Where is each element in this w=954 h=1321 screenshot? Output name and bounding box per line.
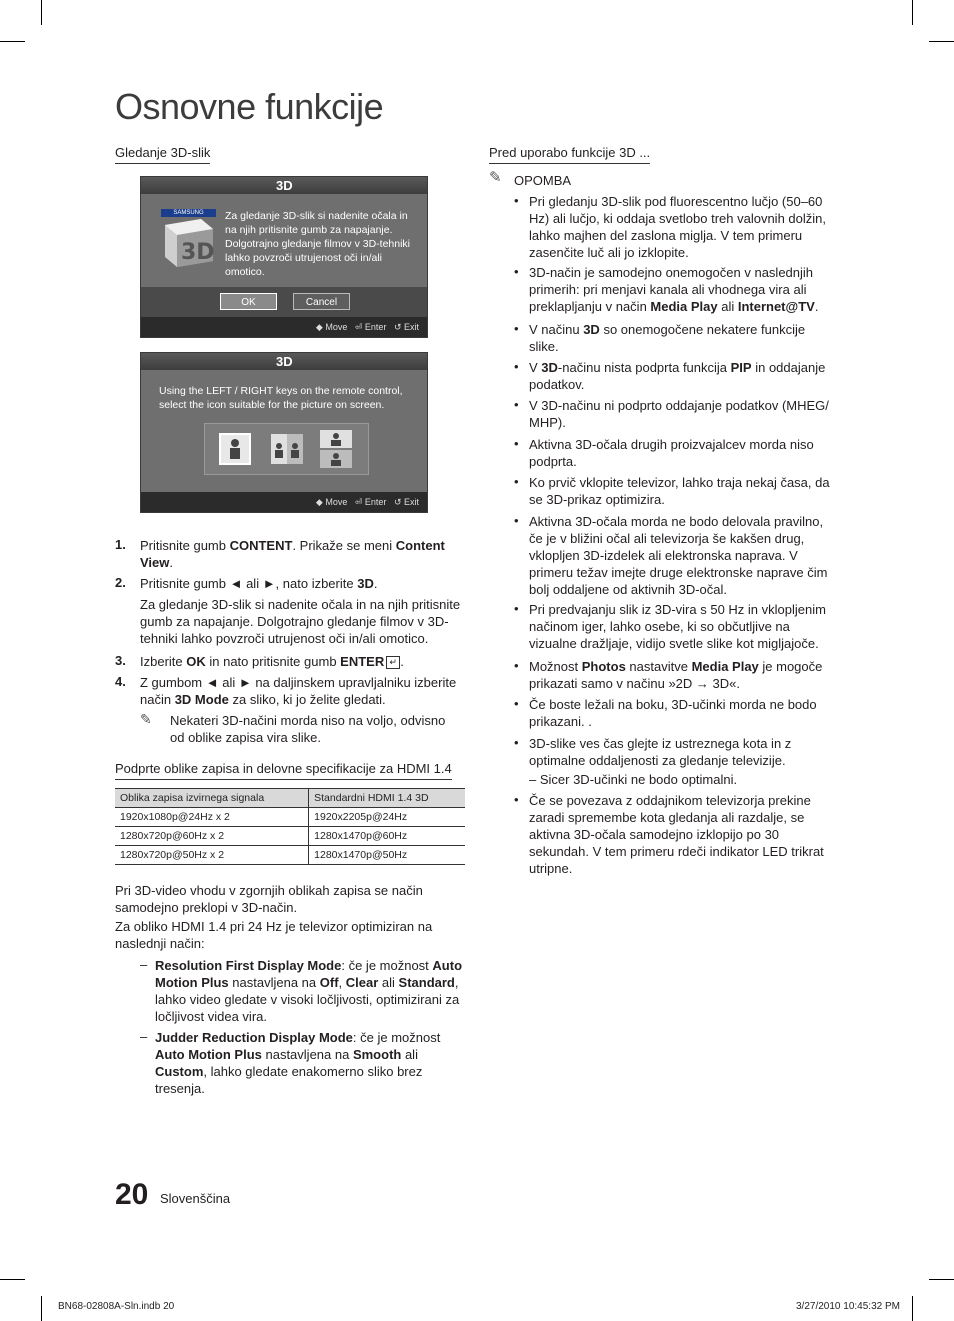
column-header: Oblika zapisa izvirnega signala xyxy=(115,789,309,808)
note-bullet-item: Ko prvič vklopite televizor, lahko traja nekaj časa, da se 3D-prikaz optimizira. xyxy=(529,475,830,507)
step-4: Z gumbom ◄ ali ► na daljinskem upravljalniku izberite način 3D Mode za sliko, ki jo želite gledati. xyxy=(140,675,457,707)
exit-icon: ↺ xyxy=(393,322,404,332)
osd-title: 3D xyxy=(141,353,427,370)
step-number: 2. xyxy=(115,575,126,590)
step-2-detail: Za gledanje 3D-slik si nadenite očala in na njih pritisnite gumb za napajanje. Dolgotrajno gledanje filmov v 3D-tehniki lahko povzroči utrujenost oči in/ali omotico. xyxy=(140,597,461,646)
resolution-first-mode: Resolution First Display Mode: če je možnost Auto Motion Plus nastavljena na Off, Clear ali Standard, lahko video gledate v visoki ločljivosti, optimizirani za ločljivost videa vira. xyxy=(155,958,463,1024)
table-row xyxy=(115,846,465,865)
note-pencil-icon: ✎ xyxy=(489,169,502,186)
table-row xyxy=(115,827,465,846)
table-header-row xyxy=(115,789,465,808)
note-bullet-item: Aktivna 3D-očala drugih proizvajalcev morda niso podprta. xyxy=(529,437,814,469)
cancel-button[interactable]: Cancel xyxy=(293,293,350,310)
table-cell: 1280x1470p@50Hz xyxy=(309,846,465,865)
note-bullet-item: Pri predvajanju slik iz 3D-vira s 50 Hz in vklopljenim načinom iger, lahko osebe, ki so občutljive na vizualne dražljaje, vidijo svetle slike kot migljajoče. xyxy=(529,602,826,651)
bullet-marker: • xyxy=(514,735,519,750)
bullet-marker: • xyxy=(514,474,519,489)
osd-message: Using the LEFT / RIGHT keys on the remote control, select the icon suitable for the picture on screen. xyxy=(159,385,403,411)
crop-mark xyxy=(929,1279,954,1280)
page-language: Slovenščina xyxy=(160,1191,231,1206)
note-bullet-item: Aktivna 3D-očala morda ne bodo delovala pravilno, če je v bližini očal ali televizorja še kakšen drug, vklopljen 3D-izdelek ali elektronska naprava. V primeru težav imejte druge elektronske naprave čim bolj oddaljene od aktivnih 3D-očal. xyxy=(529,514,828,597)
bullet-marker: • xyxy=(514,321,519,336)
dash-marker: – xyxy=(140,1029,148,1044)
enter-key-icon: ↵ xyxy=(386,656,400,669)
table-cell: 1920x1080p@24Hz x 2 xyxy=(115,808,309,827)
crop-mark xyxy=(0,41,25,42)
3d-mode-icon-panel xyxy=(204,423,369,475)
crop-mark xyxy=(929,41,954,42)
bullet-marker: • xyxy=(514,436,519,451)
step-number: 3. xyxy=(115,653,126,668)
exit-icon: ↺ xyxy=(393,497,404,507)
paragraph-hdmi-24hz: Za obliko HDMI 1.4 pri 24 Hz je televizor optimiziran na naslednji način: xyxy=(115,919,433,951)
step-number: 1. xyxy=(115,537,126,552)
bullet-marker: • xyxy=(514,601,519,616)
enter-icon: ⏎ xyxy=(354,497,365,507)
bullet-marker: • xyxy=(514,397,519,412)
crop-mark xyxy=(0,1279,25,1280)
crop-mark xyxy=(912,0,913,25)
step-4-note: Nekateri 3D-načini morda niso na voljo, odvisno od oblike zapisa vira slike. xyxy=(170,713,446,745)
table-cell: 1280x1470p@60Hz xyxy=(309,827,465,846)
note-subitem: – Sicer 3D-učinki ne bodo optimalni. xyxy=(529,772,738,787)
note-bullet-item: Če se povezava z oddajnikom televizorja prekine zaradi spremembe kota gledanja ali razdalje, se aktivna 3D-očala samodejno izklopijo po 30 sekundah. V tem primeru rdeči indikator LED trikrat utripne. xyxy=(529,793,824,876)
column-header: Standardni HDMI 1.4 3D xyxy=(309,789,465,808)
bullet-marker: • xyxy=(514,193,519,208)
nav-enter: Enter xyxy=(364,322,387,332)
osd-3d-mode-dialog xyxy=(140,352,428,513)
svg-text:3D: 3D xyxy=(181,240,215,265)
bullet-marker: • xyxy=(514,658,519,673)
note-bullet-item: 3D-način je samodejno onemogočen v naslednjih primerih: pri menjavi kanala ali vhodnega vira ali preklapljanju v način Media Play ali Internet@TV. xyxy=(529,265,819,314)
hdmi-spec-table xyxy=(115,788,465,865)
enter-icon: ⏎ xyxy=(354,322,365,332)
3d-mode-off-icon[interactable] xyxy=(219,433,251,465)
osd-nav-footer xyxy=(141,317,427,337)
osd-3d-warning-dialog xyxy=(140,176,428,338)
top-bottom-icon[interactable] xyxy=(320,430,352,468)
note-bullet-item: 3D-slike ves čas glejte iz ustreznega kota in z optimalne oddaljenosti za gledanje televizije. xyxy=(529,736,792,768)
section-heading-hdmi-spec: Podprte oblike zapisa in delovne specifikacije za HDMI 1.4 xyxy=(115,761,452,780)
step-number: 4. xyxy=(115,674,126,689)
table-row xyxy=(115,808,465,827)
table-cell: 1280x720p@50Hz x 2 xyxy=(115,846,309,865)
note-bullet-item: V 3D-načinu nista podprta funkcija PIP in oddajanje podatkov. xyxy=(529,360,826,392)
section-heading-before-3d: Pred uporabo funkcije 3D ... xyxy=(489,145,650,164)
table-cell: 1280x720p@60Hz x 2 xyxy=(115,827,309,846)
print-file-info: BN68-02808A-Sln.indb 20 xyxy=(58,1301,175,1312)
table-cell: 1920x2205p@24Hz xyxy=(309,808,465,827)
note-bullet-item: Pri gledanju 3D-slik pod fluorescentno lučjo (50–60 Hz) ali lučjo, ki oddaja svetlobo treh valovnih dolžin, lahko majhen del zaslona miglja. V tem primeru zasenčite luč ali jo izklopite. xyxy=(529,194,826,260)
nav-exit: Exit xyxy=(403,497,419,507)
crop-mark xyxy=(912,1296,913,1321)
page-title: Osnovne funkcije xyxy=(115,86,384,127)
nav-move: Move xyxy=(325,497,348,507)
page-number: 20 xyxy=(115,1178,149,1211)
step-3: Izberite OK in nato pritisnite gumb ENTER ↵ . xyxy=(140,654,404,669)
section-heading-3d-viewing: Gledanje 3D-slik xyxy=(115,145,210,164)
move-icon: ◆ xyxy=(315,497,326,507)
ok-button[interactable]: OK xyxy=(220,293,277,310)
dash-marker: – xyxy=(140,957,148,972)
note-bullet-item: Če boste ležali na boku, 3D-učinki morda ne bodo prikazani. . xyxy=(529,697,817,729)
osd-title: 3D xyxy=(141,177,427,194)
bullet-marker: • xyxy=(514,359,519,374)
bullet-marker: • xyxy=(514,264,519,279)
bullet-marker: • xyxy=(514,513,519,528)
move-icon: ◆ xyxy=(315,322,326,332)
samsung-logo-label: SAMSUNG xyxy=(161,209,216,217)
osd-button-bar xyxy=(141,287,427,317)
step-3-text: Izberite OK in nato pritisnite gumb ENTER xyxy=(140,654,385,669)
3d-cube-icon xyxy=(161,217,216,267)
osd-nav-footer xyxy=(141,492,427,512)
paragraph-3d-input: Pri 3D-video vhodu v zgornjih oblikah zapisa se način samodejno preklopi v 3D-način. xyxy=(115,883,423,915)
nav-move: Move xyxy=(325,322,348,332)
bullet-marker: • xyxy=(514,792,519,807)
judder-reduction-mode: Judder Reduction Display Mode: če je možnost Auto Motion Plus nastavljena na Smooth ali Custom, lahko gledate enakomerno sliko brez tresenja. xyxy=(155,1030,441,1096)
bullet-marker: • xyxy=(514,696,519,711)
side-by-side-icon[interactable] xyxy=(271,434,303,464)
note-bullet-item: Možnost Photos nastavitve Media Play je mogoče prikazati samo v načinu »2D → 3D«. xyxy=(529,659,823,691)
osd-message: Za gledanje 3D-slik si nadenite očala in na njih pritisnite gumb za napajanje. Dolgotrajno gledanje filmov v 3D-tehniki lahko povzroči utrujenost oči in/ali omotico. xyxy=(225,210,411,278)
print-date-info: 3/27/2010 10:45:32 PM xyxy=(796,1301,900,1312)
note-label: OPOMBA xyxy=(514,173,572,188)
step-1: Pritisnite gumb CONTENT. Prikaže se meni Content View. xyxy=(140,538,445,570)
step-2: Pritisnite gumb ◄ ali ►, nato izberite 3D. xyxy=(140,576,378,591)
note-bullet-item: V 3D-načinu ni podprto oddajanje podatkov (MHEG/ MHP). xyxy=(529,398,829,430)
crop-mark xyxy=(41,0,42,25)
crop-mark xyxy=(41,1296,42,1321)
nav-enter: Enter xyxy=(364,497,387,507)
samsung-3d-logo xyxy=(161,209,216,269)
note-pencil-icon: ✎ xyxy=(140,711,152,727)
nav-exit: Exit xyxy=(403,322,419,332)
note-bullet-item: V načinu 3D so onemogočene nekatere funkcije slike. xyxy=(529,322,806,354)
